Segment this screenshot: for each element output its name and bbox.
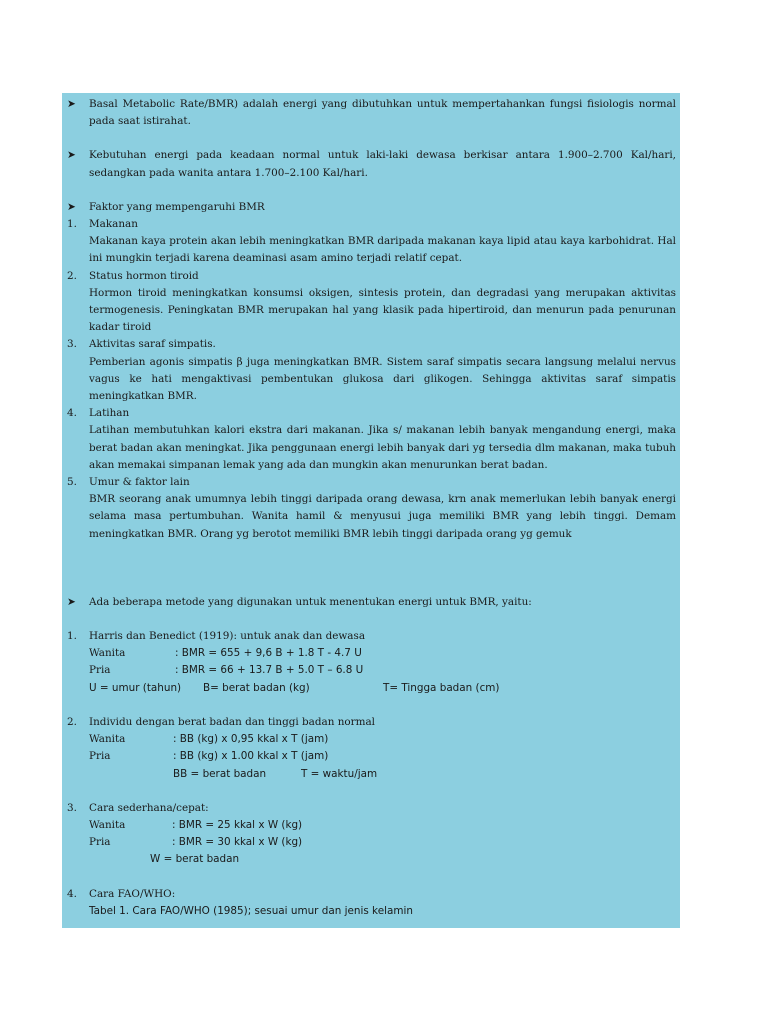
- method-title: Cara sederhana/cepat:: [89, 801, 209, 814]
- method-item: [67, 886, 676, 920]
- legend-b: B= berat badan (kg): [203, 681, 310, 694]
- legend-u: U = umur (tahun): [89, 681, 182, 694]
- methods-heading: [67, 594, 676, 611]
- factor-item: [67, 405, 676, 474]
- methods-heading-text: Ada beberapa metode yang digunakan untuk menentukan energi untuk BMR, yaitu:: [89, 595, 532, 608]
- method-item: [67, 714, 676, 783]
- arrow-bullet-icon: ➤: [67, 595, 76, 608]
- factor-text: Pemberian agonis simpatis β juga meningkatkan BMR. Sistem saraf simpatis secara langsung melalui nervus vagus ke hati mengaktivasi pembentukan glukosa dari glikogen. Sehingga aktivitas saraf simpatis meningkatkan BMR.: [89, 355, 676, 403]
- factor-title: Aktivitas saraf simpatis.: [89, 338, 216, 351]
- factor-number: 2.: [67, 269, 77, 282]
- factor-number: 1.: [67, 218, 77, 231]
- legend-t: T = waktu/jam: [301, 767, 378, 780]
- method-title: Individu dengan berat badan dan tinggi badan normal: [89, 715, 376, 728]
- factor-text: Latihan membutuhkan kalori ekstra dari makanan. Jika s/ makanan lebih banyak mengandung energi, maka berat badan akan meningkat. Jika penggunaan energi lebih banyak dari yg tersedia dlm makanan, maka tubuh akan memakai simpanan lemak yang ada dan mungkin akan menurunkan berat badan.: [89, 424, 676, 471]
- factor-text: Hormon tiroid meningkatkan konsumsi oksigen, sintesis protein, dan degradasi yang merupakan aktivitas termogenesis. Peningkatan BMR merupakan hal yang klasik pada hipertiroid, dan menurun pada penurunan kadar tiroid: [89, 286, 676, 334]
- legend-t: T= Tingga badan (cm): [383, 681, 500, 694]
- arrow-bullet-icon: ➤: [67, 200, 76, 213]
- method-item: [67, 800, 676, 869]
- legend-w: W = berat badan: [150, 853, 240, 866]
- method-title: Harris dan Benedict (1919): untuk anak dan dewasa: [89, 630, 366, 643]
- table-caption: Tabel 1. Cara FAO/WHO (1985); sesuai umur dan jenis kelamin: [89, 904, 413, 917]
- pria-formula: : BMR = 30 kkal x W (kg): [172, 836, 303, 849]
- wanita-label: Wanita: [89, 647, 126, 660]
- wanita-formula: : BMR = 655 + 9,6 B + 1.8 T - 4.7 U: [175, 647, 362, 660]
- method-number: 3.: [67, 801, 77, 814]
- bmr-definition: [67, 96, 676, 130]
- bmr-definition-text: Basal Metabolic Rate/BMR) adalah energi yang dibutuhkan untuk mempertahankan fungsi fisiologis normal pada saat istirahat.: [89, 98, 676, 128]
- pria-formula: : BMR = 66 + 13.7 B + 5.0 T – 6.8 U: [175, 664, 364, 677]
- factor-title: Umur & faktor lain: [89, 476, 190, 489]
- wanita-formula: : BMR = 25 kkal x W (kg): [172, 818, 303, 831]
- content-panel: [62, 93, 680, 928]
- pria-label: Pria: [89, 750, 111, 763]
- factor-item: [67, 474, 676, 543]
- factor-text: BMR seorang anak umumnya lebih tinggi daripada orang dewasa, krn anak memerlukan lebih banyak energi selama masa pertumbuhan. Wanita hamil & menyusui juga memiliki BMR yang lebih tinggi. Demam meningkatkan BMR. Orang yg berotot memiliki BMR lebih tinggi daripada orang yg gemuk: [89, 493, 676, 540]
- factor-item: [67, 336, 676, 405]
- factors-heading-text: Faktor yang mempengaruhi BMR: [89, 200, 265, 213]
- pria-label: Pria: [89, 836, 111, 849]
- factor-title: Latihan: [89, 407, 130, 420]
- method-number: 4.: [67, 887, 77, 900]
- wanita-formula: : BB (kg) x 0,95 kkal x T (jam): [173, 733, 329, 746]
- method-title: Cara FAO/WHO:: [89, 887, 176, 900]
- method-number: 2.: [67, 715, 77, 728]
- pria-formula: : BB (kg) x 1.00 kkal x T (jam): [173, 750, 329, 763]
- pria-label: Pria: [89, 664, 111, 677]
- energy-need: [67, 147, 676, 181]
- factor-text: Makanan kaya protein akan lebih meningkatkan BMR daripada makanan kaya lipid atau kaya karbohidrat. Hal ini mungkin terjadi karena deaminasi asam amino terjadi relatif cepat.: [89, 235, 676, 265]
- factor-number: 5.: [67, 476, 77, 489]
- factor-number: 4.: [67, 407, 77, 420]
- factors-heading: [67, 199, 676, 216]
- factor-item: [67, 268, 676, 337]
- factor-title: Status hormon tiroid: [89, 269, 199, 282]
- method-item: [67, 628, 676, 697]
- factor-title: Makanan: [89, 218, 138, 231]
- factor-number: 3.: [67, 338, 77, 351]
- legend-bb: BB = berat badan: [173, 767, 267, 780]
- wanita-label: Wanita: [89, 733, 126, 746]
- wanita-label: Wanita: [89, 818, 126, 831]
- arrow-bullet-icon: ➤: [67, 98, 76, 110]
- arrow-bullet-icon: ➤: [67, 149, 76, 162]
- method-number: 1.: [67, 630, 77, 643]
- energy-need-text: Kebutuhan energi pada keadaan normal untuk laki-laki dewasa berkisar antara 1.900–2.700 Kal/hari, sedangkan pada wanita antara 1.700–2.100 Kal/hari.: [89, 149, 676, 179]
- factor-item: [67, 216, 676, 268]
